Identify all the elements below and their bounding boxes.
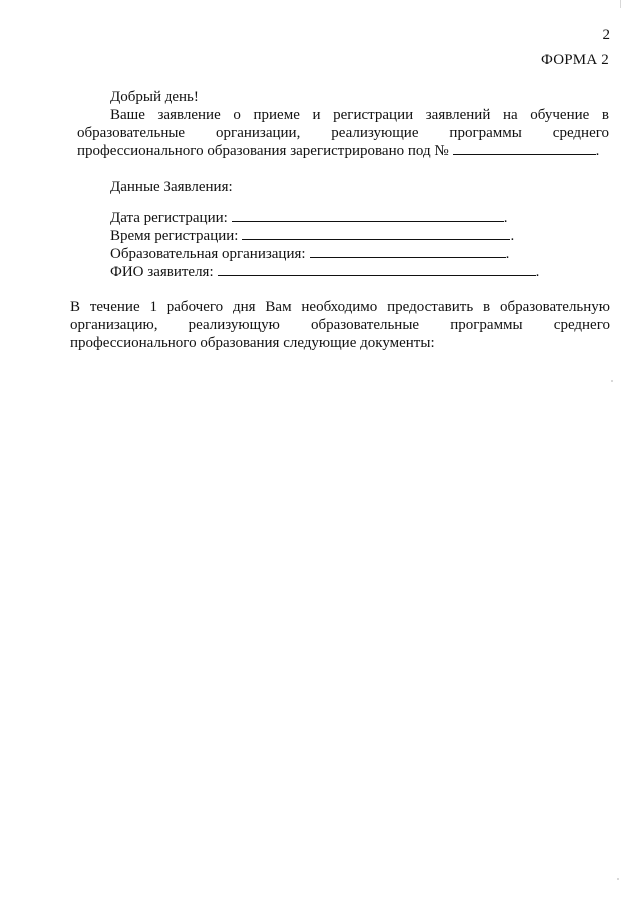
scan-mark-top (620, 0, 621, 8)
registration-number-label: профессионального образования зарегистрировано под № (77, 143, 449, 159)
field-educational-organization-blank (310, 245, 506, 258)
scan-mark-right (611, 380, 613, 382)
page-number: 2 (602, 27, 610, 43)
field-registration-time-blank (242, 227, 510, 240)
application-fields (110, 209, 560, 281)
field-educational-organization (110, 245, 560, 263)
field-applicant-name-end: . (535, 264, 540, 280)
field-registration-time-end: . (510, 228, 515, 244)
documents-paragraph-line-3: профессионального образования следующие документы: (70, 335, 435, 351)
field-registration-date-blank (232, 209, 504, 222)
field-applicant-name (110, 263, 560, 281)
field-registration-date (110, 209, 560, 227)
form-label: ФОРМА 2 (540, 52, 609, 68)
registration-paragraph (77, 106, 609, 160)
field-educational-organization-label: Образовательная организация: (110, 246, 306, 262)
field-registration-date-label: Дата регистрации: (110, 210, 228, 226)
field-registration-date-end: . (503, 210, 508, 226)
field-registration-time-label: Время регистрации: (110, 228, 239, 244)
greeting: Добрый день! (110, 89, 199, 105)
registration-paragraph-line-1: Ваше заявление о приеме и регистрации заявлений на обучение в (110, 107, 609, 123)
field-registration-time (110, 227, 560, 245)
registration-paragraph-line-2: образовательные организации, реализующие программы среднего (77, 125, 609, 141)
documents-paragraph-line-1: В течение 1 рабочего дня Вам необходимо предоставить в образовательную (70, 299, 610, 315)
documents-paragraph (70, 298, 610, 352)
scan-mark-bottom (617, 878, 619, 880)
field-applicant-name-label: ФИО заявителя: (110, 264, 214, 280)
registration-paragraph-line-3 (77, 142, 609, 160)
registration-number-end: . (595, 143, 600, 159)
documents-paragraph-line-2: организацию, реализующую образовательные программы среднего (70, 317, 610, 333)
field-applicant-name-blank (218, 263, 536, 276)
field-educational-organization-end: . (505, 246, 510, 262)
registration-number-blank (453, 142, 596, 155)
application-data-heading: Данные Заявления: (110, 179, 233, 195)
